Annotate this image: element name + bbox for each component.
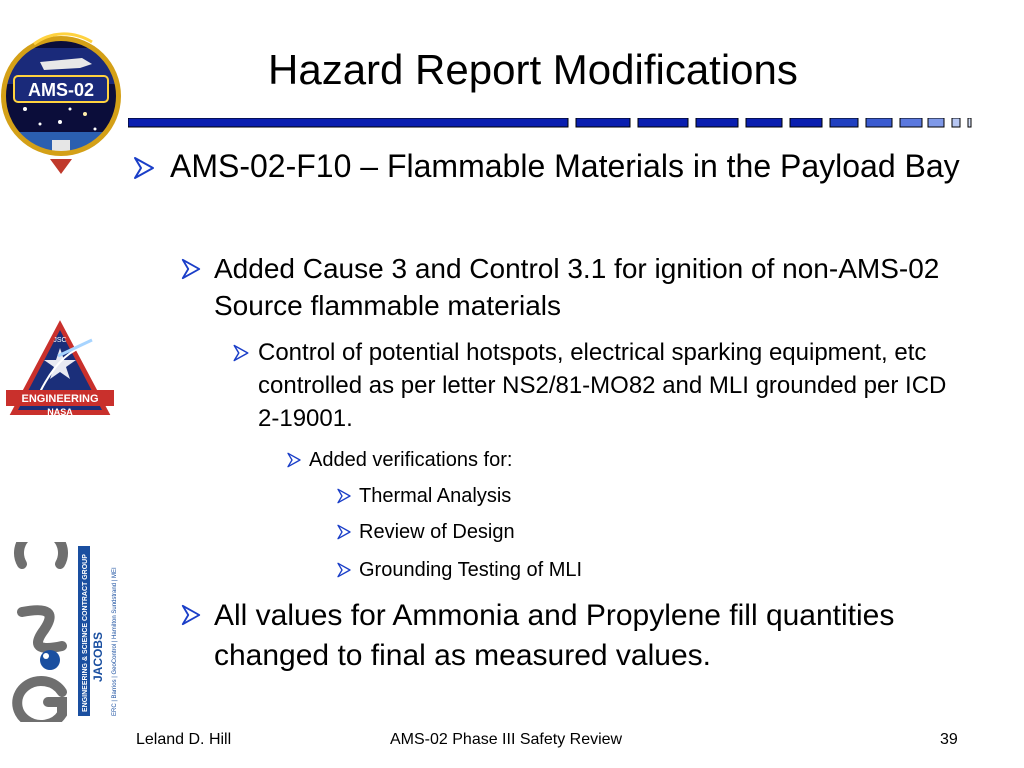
bullet-text: Added Cause 3 and Control 3.1 for ignition of non-AMS-02 Source flammable materials <box>214 253 940 321</box>
bullet-arrow-icon <box>336 524 352 540</box>
esg-vertical-text-1: ENGINEERING & SCIENCE CONTRACT GROUP <box>82 554 89 712</box>
bullet-text: Review of Design <box>359 521 515 543</box>
bullet-text: All values for Ammonia and Propylene fill quantities changed to final as measured values. <box>214 599 895 672</box>
bullet-text: Thermal Analysis <box>359 485 512 507</box>
bullet-item <box>132 146 970 187</box>
nasa-text: NASA <box>47 407 73 417</box>
bullet-arrow-icon <box>180 258 202 280</box>
bullet-text: Grounding Testing of MLI <box>359 559 583 581</box>
bullet-arrow-icon <box>180 604 202 626</box>
slide-title: Hazard Report Modifications <box>268 46 798 93</box>
bullet-item <box>336 482 511 510</box>
ams-logo-text: AMS-02 <box>27 80 95 100</box>
bullet-item <box>286 446 512 474</box>
bullet-item <box>336 556 582 584</box>
jacobs-text: JACOBS <box>91 631 105 682</box>
footer-page-number: 39 <box>940 731 958 748</box>
bullet-arrow-icon <box>132 156 156 180</box>
bullet-arrow-icon <box>232 344 250 362</box>
engineering-band-text: ENGINEERING <box>21 393 99 405</box>
bullet-text: AMS-02-F10 – Flammable Materials in the Payload Bay <box>170 148 960 184</box>
bullet-item <box>180 596 994 676</box>
jsc-text: JSC <box>53 337 67 344</box>
bullet-item <box>180 250 974 324</box>
esg-vertical-text-3: ERC | Barrios | GeoControl | Hamilton Sundstrand | MEI <box>112 567 118 716</box>
bullet-arrow-icon <box>336 562 352 578</box>
bullet-arrow-icon <box>286 452 302 468</box>
bullet-item <box>336 518 515 546</box>
bullet-item <box>232 336 958 435</box>
footer-author: Leland D. Hill <box>136 731 232 748</box>
bullet-arrow-icon <box>336 488 352 504</box>
bullet-text: Added verifications for: <box>309 449 513 471</box>
bullet-text: Control of potential hotspots, electrical sparking equipment, etc controlled as per letter NS2/81-MO82 and MLI grounded per ICD 2-19001. <box>258 339 947 432</box>
footer-event: AMS-02 Phase III Safety Review <box>390 731 623 748</box>
